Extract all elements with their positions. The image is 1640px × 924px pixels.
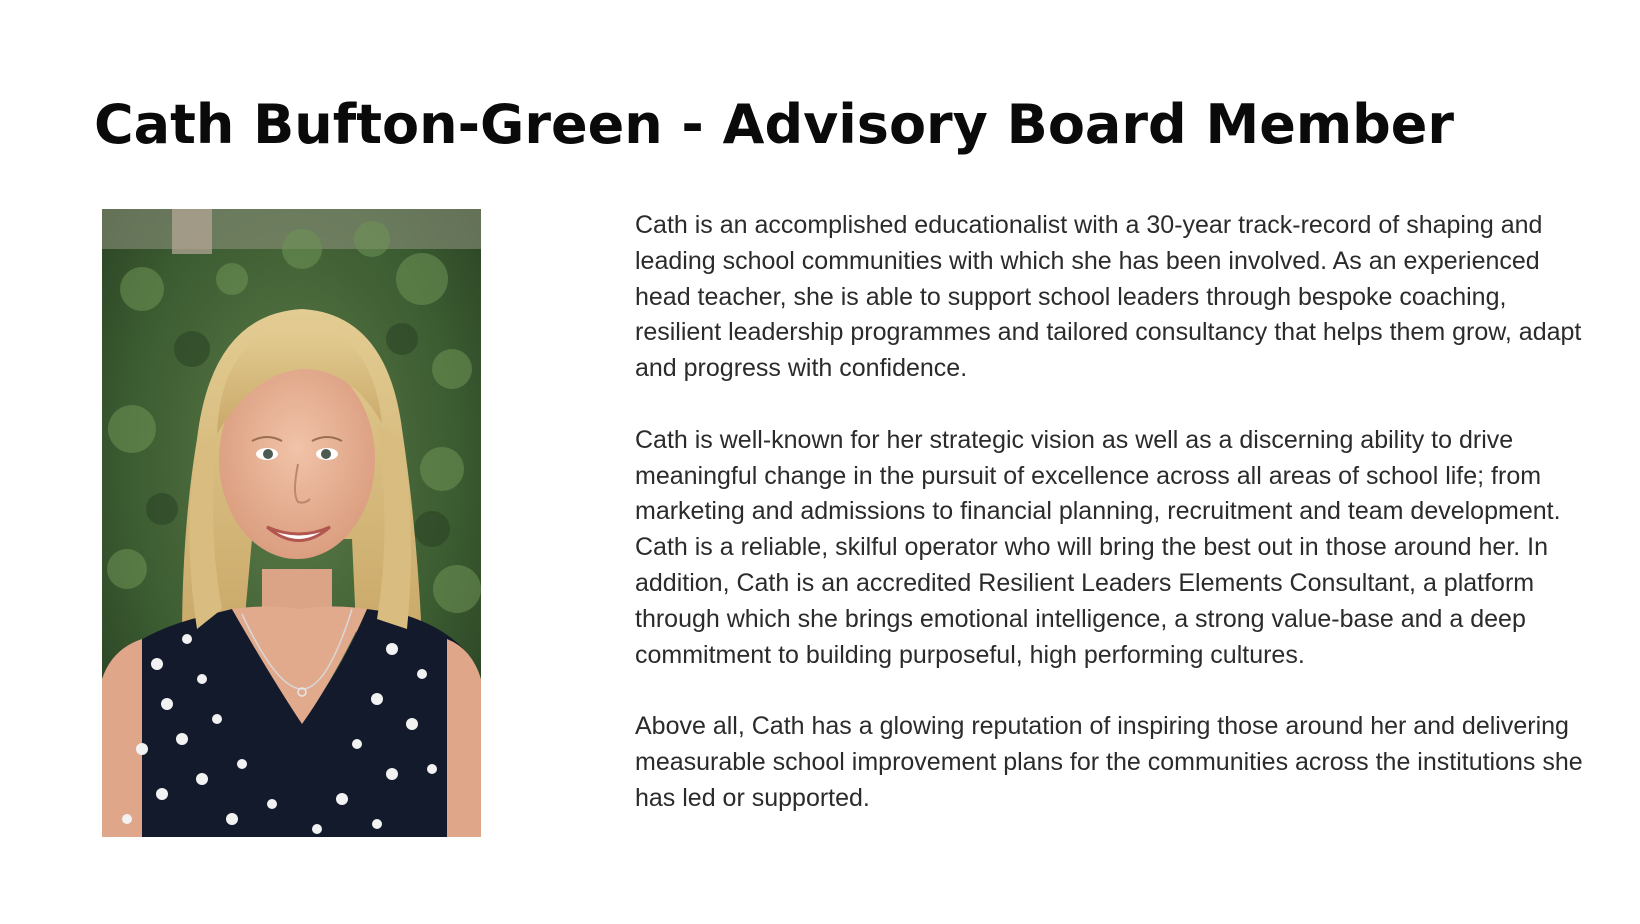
portrait-photo — [102, 209, 481, 837]
bio-paragraph-1: Cath is an accomplished educationalist with a 30-year track-record of shaping and leading school communities with which she has been involved. As an experienced head teacher, she is able to support school leaders through bespoke coaching, resilient leadership programmes and tailored consultancy that helps them grow, adapt and progress with confidence. — [635, 211, 1582, 383]
page-title: Cath Bufton-Green - Advisory Board Member — [94, 93, 1454, 156]
bio-paragraph-3: Above all, Cath has a glowing reputation of inspiring those around her and delivering measurable school improvement plans for the communities across the institutions she has led or supported. — [635, 712, 1583, 812]
person-photo-icon — [102, 209, 481, 837]
bio-text — [635, 208, 1585, 817]
bio-paragraph-2: Cath is well-known for her strategic vision as well as a discerning ability to drive meaningful change in the pursuit of excellence across all areas of school life; from marketing and admissions to financial planning, recruitment and team development. Cath is a reliable, skilful operator who will bring the best out in those around her. In addition, Cath is an accredited Resilient Leaders Elements Consultant, a platform through which she brings emotional intelligence, a strong value-base and a deep commitment to building purposeful, high performing cultures. — [635, 425, 1561, 669]
